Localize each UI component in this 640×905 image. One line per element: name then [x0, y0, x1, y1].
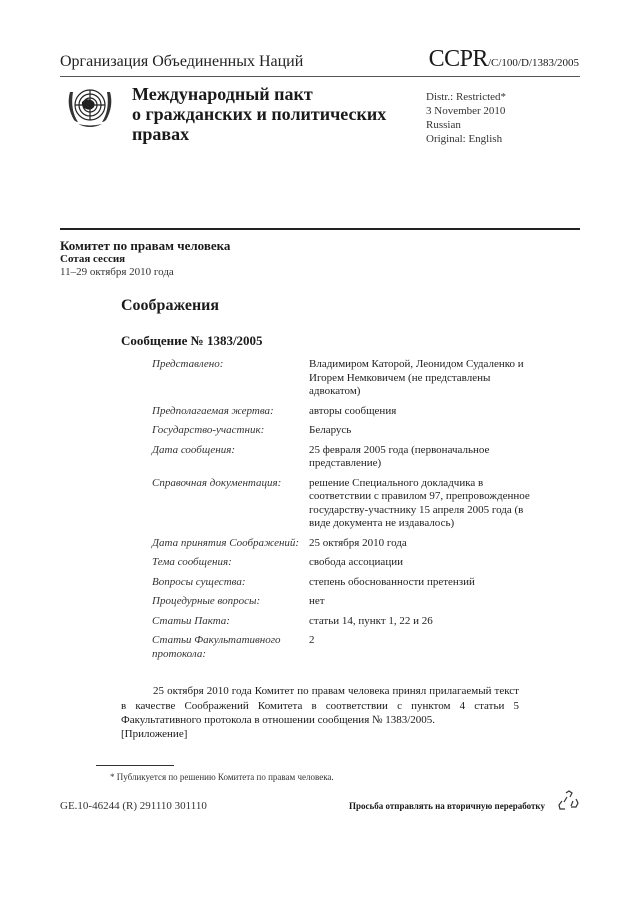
adoption-paragraph: 25 октября 2010 года Комитет по правам человека принял прилагаемый текст в качестве Соображений Комитета в соответствии с пунктом 4 статьи 5 Факультативного протокола в отношении сообщения № 1383/2005.: [121, 685, 519, 726]
detail-label: Справочная документация:: [152, 476, 282, 489]
detail-row: [152, 424, 532, 438]
header-divider: [60, 76, 580, 77]
communication-number: Сообщение № 1383/2005: [121, 333, 263, 348]
detail-row: [152, 615, 532, 629]
detail-value: 25 октября 2010 года: [309, 536, 407, 549]
detail-label: Государство-участник:: [152, 424, 265, 436]
detail-value: Владимиром Каторой, Леонидом Судаленко и Игорем Немковичем (не представлены адвокатом): [309, 358, 524, 397]
detail-label: Статьи Пакта:: [152, 614, 230, 627]
distribution-block: [426, 90, 506, 146]
detail-row: [152, 595, 532, 609]
language: Russian: [426, 119, 461, 131]
detail-label: Процедурные вопросы:: [152, 595, 261, 607]
session-dates: 11–29 октября 2010 года: [60, 266, 174, 278]
detail-value: 2: [309, 634, 315, 646]
footnote-divider: [96, 765, 174, 766]
issue-date: 3 November 2010: [426, 105, 506, 117]
detail-value: авторы сообщения: [309, 404, 397, 417]
detail-row: [152, 405, 532, 419]
section-divider: [60, 228, 580, 230]
detail-value: свобода ассоциации: [309, 556, 403, 568]
detail-row: [152, 477, 532, 531]
page-title: Соображения: [121, 297, 220, 314]
detail-row: [152, 444, 532, 471]
original-language: Original: English: [426, 133, 503, 145]
detail-label: Предполагаемая жертва:: [152, 404, 274, 417]
detail-label: Дата принятия Соображений:: [152, 536, 300, 549]
footnote: * Публикуется по решению Комитета по правам человека.: [110, 772, 334, 782]
symbol-suffix: /C/100/D/1383/2005: [487, 57, 579, 69]
session-name: Сотая сессия: [60, 253, 126, 265]
detail-value: Беларусь: [309, 424, 352, 436]
covenant-title: [132, 84, 386, 144]
annex-marker: [Приложение]: [121, 728, 188, 740]
distribution: Distr.: Restricted*: [426, 91, 507, 103]
detail-value: статьи 14, пункт 1, 22 и 26: [309, 614, 433, 627]
detail-label: Представлено:: [152, 358, 224, 370]
recycle-icon: [557, 789, 581, 813]
title-line-2: о гражданских и политических: [132, 104, 387, 124]
detail-value: 25 февраля 2005 года (первоначальное представление): [309, 443, 490, 469]
committee-name: Комитет по правам человека: [60, 238, 231, 253]
organization-name: Организация Объединенных Наций: [60, 53, 304, 70]
recycle-notice: Просьба отправлять на вторичную переработку: [349, 801, 545, 811]
detail-label: Дата сообщения:: [152, 443, 236, 456]
detail-label: Вопросы существа:: [152, 575, 246, 588]
detail-value: нет: [309, 595, 325, 607]
detail-row: [152, 537, 532, 551]
document-symbol: [429, 46, 579, 73]
detail-row: [152, 556, 532, 570]
detail-row: [152, 634, 532, 661]
detail-label: Тема сообщения:: [152, 556, 232, 568]
title-line-3: правах: [132, 124, 190, 144]
detail-row: [152, 576, 532, 590]
detail-row: [152, 358, 532, 399]
symbol-main: CCPR: [428, 46, 488, 72]
detail-label: Статьи Факультативного протокола:: [152, 634, 281, 660]
detail-value: степень обоснованности претензий: [309, 575, 475, 588]
detail-value: решение Специального докладчика в соответствии с правилом 97, препровожденное государству-участнику 15 апреля 2005 года (в виде документа не издавалось): [309, 476, 530, 529]
un-emblem-icon: [64, 82, 116, 130]
title-line-1: Международный пакт: [132, 84, 313, 104]
case-details-table: [152, 358, 532, 667]
document-number: GE.10-46244 (R) 291110 301110: [60, 800, 207, 812]
